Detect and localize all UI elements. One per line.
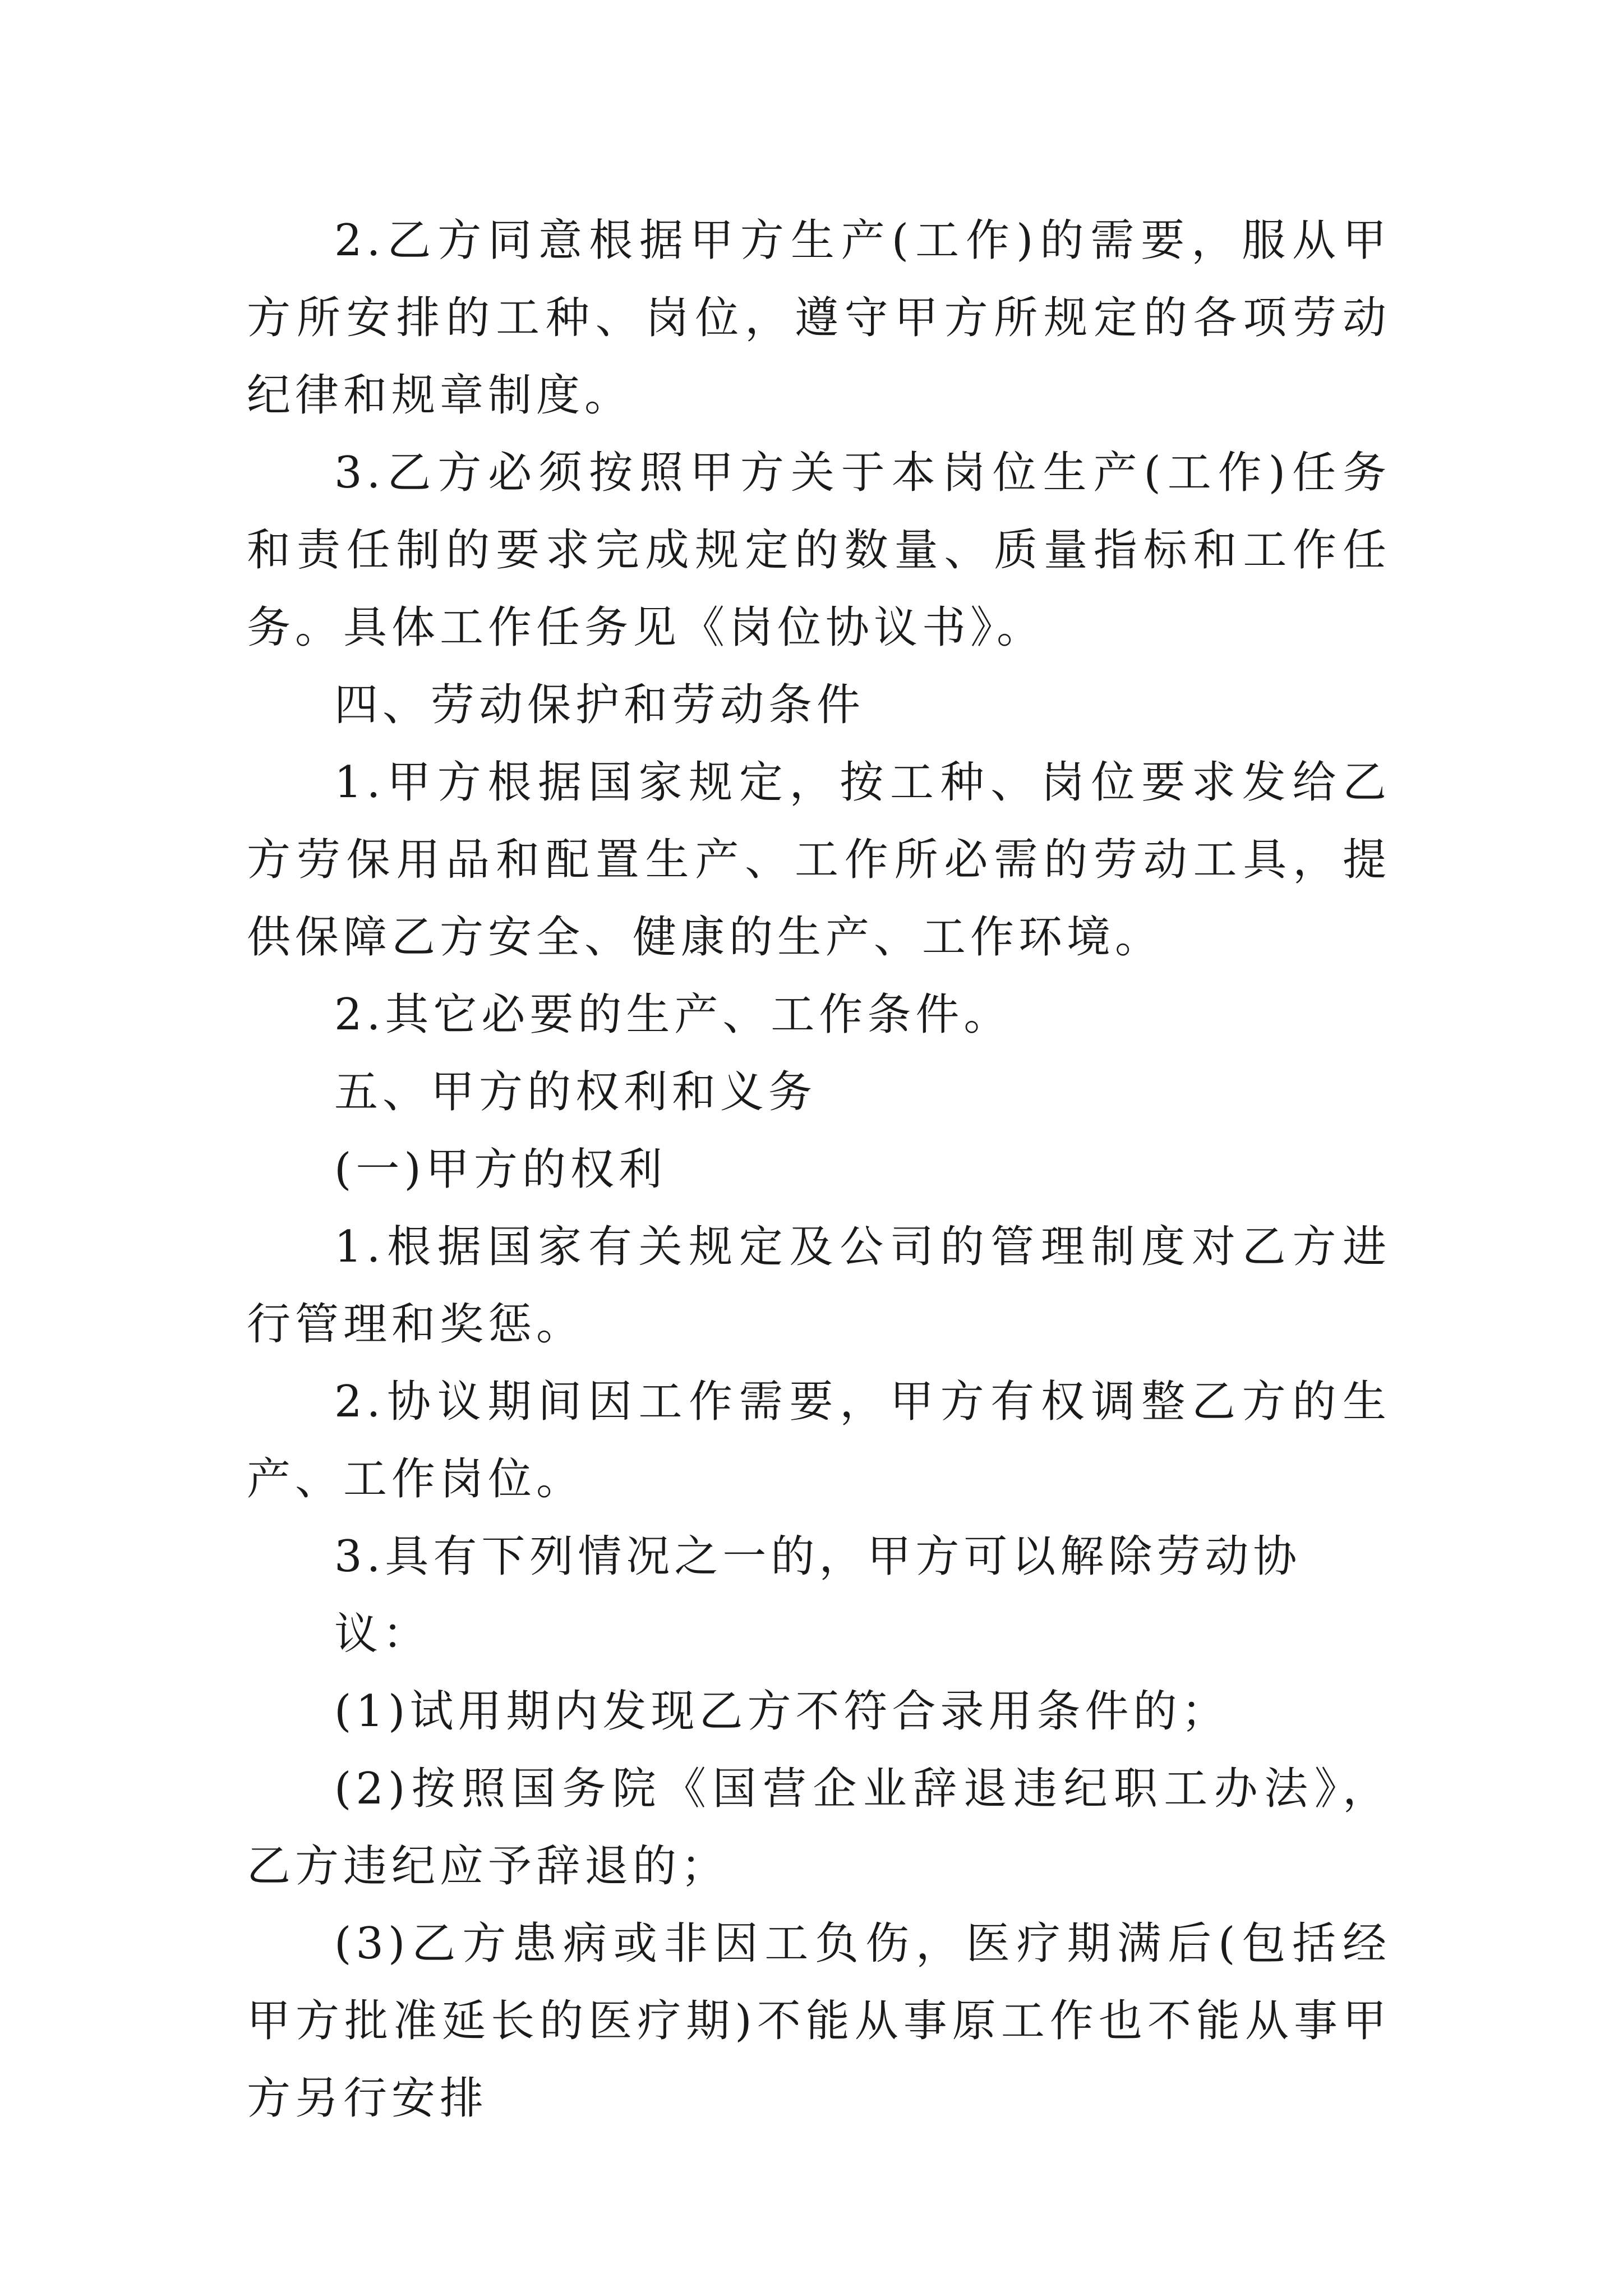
paragraph-rights-1: 1.根据国家有关规定及公司的管理制度对乙方进行管理和奖惩。: [247, 1222, 1391, 1350]
paragraph-rights-3-continued: 议：: [334, 1609, 431, 1659]
paragraph-rights-2: 2.协议期间因工作需要，甲方有权调整乙方的生产、工作岗位。: [247, 1377, 1391, 1504]
paragraph-rights-3: 3.具有下列情况之一的，甲方可以解除劳动协: [334, 1531, 1302, 1582]
paragraph-duty-3: 3.乙方必须按照甲方关于本岗位生产(工作)任务和责任制的要求完成规定的数量、质量指标和工作任务。具体工作任务见《岗位协议书》。: [247, 448, 1391, 653]
subsection-heading-party-a-rights: (一)甲方的权利: [334, 1144, 667, 1195]
paragraph-protection-1: 1.甲方根据国家规定，按工种、岗位要求发给乙方劳保用品和配置生产、工作所必需的劳动工具，提供保障乙方安全、健康的生产、工作环境。: [247, 757, 1391, 963]
paragraph-termination-item-1: (1)试用期内发现乙方不符合录用条件的；: [334, 1686, 1230, 1737]
paragraph-termination-item-2: (2)按照国务院《国营企业辞退违纪职工办法》，乙方违纪应予辞退的；: [247, 1764, 1391, 1892]
paragraph-duty-2: 2.乙方同意根据甲方生产(工作)的需要，服从甲方所安排的工种、岗位，遵守甲方所规定的各项劳动纪律和规章制度。: [247, 215, 1391, 421]
section-heading-labor-protection: 四、劳动保护和劳动条件: [334, 680, 865, 730]
document-body: [247, 202, 1391, 2137]
paragraph-termination-item-3: (3)乙方患病或非因工负伤，医疗期满后(包括经甲方批准延长的医疗期)不能从事原工作也不能从事甲方另行安排: [247, 1918, 1391, 2124]
paragraph-protection-2: 2.其它必要的生产、工作条件。: [334, 990, 1012, 1040]
section-heading-party-a-rights-duties: 五、甲方的权利和义务: [334, 1067, 817, 1117]
